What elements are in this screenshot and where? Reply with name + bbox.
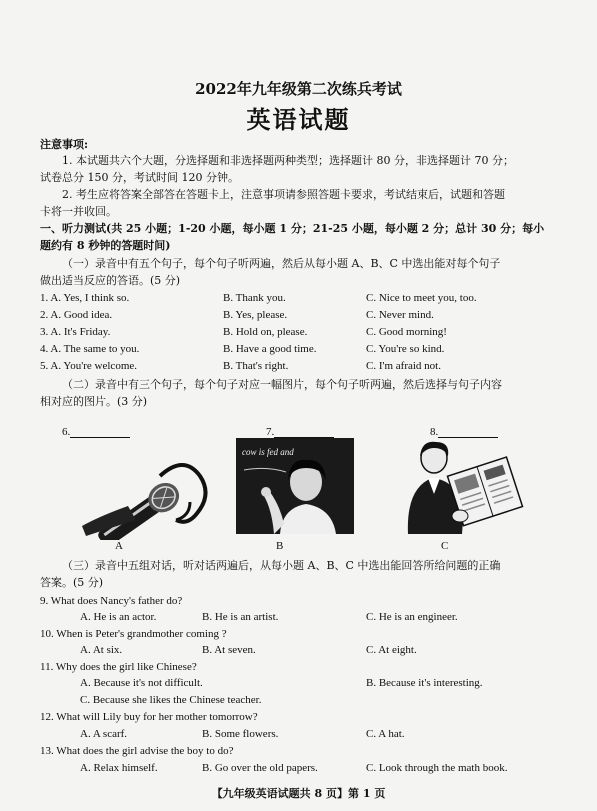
exam-title: 2022年九年级第二次练兵考试 [195, 80, 402, 98]
picture-6-number: 6. [62, 426, 130, 438]
q13-stem: 13. What does the girl advise the boy to do? [40, 745, 234, 757]
q9-option-b: B. He is an artist. [202, 611, 279, 623]
q5-option-c: C. I'm afraid not. [366, 360, 441, 372]
q12-stem: 12. What will Lily buy for her mother tomorrow? [40, 711, 258, 723]
blackboard-text: cow is fed and [242, 447, 294, 457]
note-1b: 试卷总分 150 分，考试时间 120 分钟。 [40, 171, 239, 184]
picture-c-label: C [441, 540, 449, 552]
q3-option-a: 3. A. It's Friday. [40, 326, 111, 338]
note-2a: 2. 考生应将答案全部答在答题卡上，注意事项请参照答题卡要求，考试结束后，试题和答题 [62, 188, 505, 201]
part2-instruction-a: （二）录音中有三个句子，每个句子对应一幅图片，每个句子听两遍，然后选择与句子内容 [62, 378, 502, 391]
q10-option-c: C. At eight. [366, 644, 417, 656]
page-footer: 【九年级英语试题共 8 页】第 1 页 [211, 787, 386, 800]
picture-c-man-newspaper [404, 438, 526, 534]
q12-option-b: B. Some flowers. [202, 728, 279, 740]
section1-heading-a: 一、听力测试(共 25 小题；1-20 小题，每小题 1 分；21-25 小题，每小题 2 分；总计 30 分；每小 [40, 222, 545, 235]
picture-7-number: 7. [266, 426, 334, 438]
part3-instruction-b: 答案。(5 分) [40, 576, 104, 589]
note-1a: 1. 本试题共六个大题，分选择题和非选择题两种类型；选择题计 80 分，非选择题计 70 分； [62, 154, 514, 167]
part1-instruction-b: 做出适当反应的答语。(5 分) [40, 274, 181, 287]
part1-instruction-a: （一）录音中有五个句子，每个句子听两遍，然后从每小题 A、B、C 中选出能对每个句子 [62, 257, 501, 270]
q2-option-b: B. Yes, please. [223, 309, 288, 321]
q10-option-a: A. At six. [80, 644, 123, 656]
q12-option-a: A. A scarf. [80, 728, 128, 740]
picture-b-teacher-blackboard [236, 438, 354, 534]
q5-option-a: 5. A. You're welcome. [40, 360, 138, 372]
picture-8-number: 8. [430, 426, 498, 438]
q10-stem: 10. When is Peter's grandmother coming ? [40, 628, 227, 640]
q3-option-b: B. Hold on, please. [223, 326, 308, 338]
q11-option-c: C. Because she likes the Chinese teacher. [80, 694, 262, 706]
q1-option-b: B. Thank you. [223, 292, 286, 304]
q11-option-a: A. Because it's not difficult. [80, 677, 203, 689]
picture-a-label: A [115, 540, 123, 552]
picture-b-label: B [276, 540, 284, 552]
q4-option-b: B. Have a good time. [223, 343, 317, 355]
part2-instruction-b: 相对应的图片。(3 分) [40, 395, 148, 408]
q4-option-c: C. You're so kind. [366, 343, 445, 355]
q9-option-c: C. He is an engineer. [366, 611, 458, 623]
q1-option-c: C. Nice to meet you, too. [366, 292, 477, 304]
q9-stem: 9. What does Nancy's father do? [40, 595, 183, 607]
q5-option-b: B. That's right. [223, 360, 289, 372]
subject-title: 英语试题 [246, 105, 351, 134]
q2-option-c: C. Never mind. [366, 309, 434, 321]
note-2b: 卡将一并收回。 [40, 205, 117, 218]
notes-heading: 注意事项: [40, 138, 89, 151]
section1-heading-b: 题约有 8 秒钟的答题时间) [40, 239, 171, 252]
q13-option-c: C. Look through the math book. [366, 762, 508, 774]
q3-option-c: C. Good morning! [366, 326, 447, 338]
q13-option-a: A. Relax himself. [80, 762, 158, 774]
q13-option-b: B. Go over the old papers. [202, 762, 318, 774]
part3-instruction-a: （三）录音中五组对话，听对话两遍后，从每小题 A、B、C 中选出能回答所给问题的正确 [62, 559, 501, 572]
q1-option-a: 1. A. Yes, I think so. [40, 292, 130, 304]
q4-option-a: 4. A. The same to you. [40, 343, 140, 355]
q2-option-a: 2. A. Good idea. [40, 309, 113, 321]
picture-a-microphone [80, 446, 210, 540]
q10-option-b: B. At seven. [202, 644, 256, 656]
q11-stem: 11. Why does the girl like Chinese? [40, 661, 197, 673]
q11-option-b: B. Because it's interesting. [366, 677, 483, 689]
q12-option-c: C. A hat. [366, 728, 405, 740]
q9-option-a: A. He is an actor. [80, 611, 157, 623]
